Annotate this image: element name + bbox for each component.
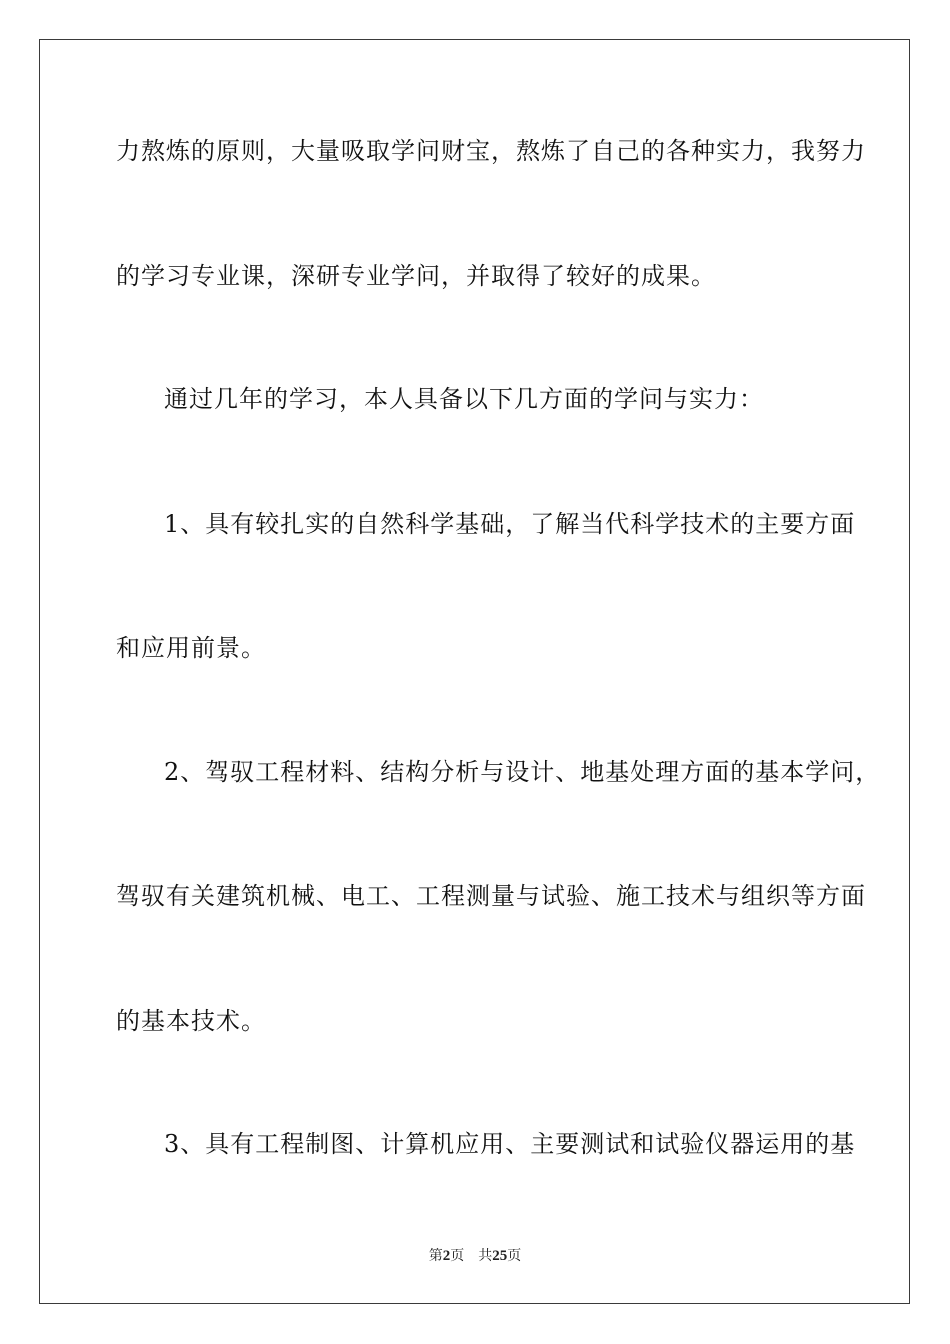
- paragraph-line: 1、具有较扎实的自然科学基础，了解当代科学技术的主要方面: [164, 510, 856, 538]
- total-pages: 25: [492, 1248, 508, 1264]
- paragraph-line: 的基本技术。: [116, 1007, 266, 1035]
- page-number: 2: [442, 1248, 451, 1264]
- page-frame: [39, 39, 910, 1304]
- paragraph-line: 2、驾驭工程材料、结构分析与设计、地基处理方面的基本学问，: [164, 758, 881, 786]
- total-prefix: 共: [478, 1248, 493, 1264]
- page-footer: [0, 1247, 950, 1265]
- page-suffix: 页: [450, 1248, 465, 1264]
- paragraph-line: 的学习专业课，深研专业学问，并取得了较好的成果。: [116, 262, 716, 290]
- page-prefix: 第: [428, 1248, 443, 1264]
- paragraph-line: 和应用前景。: [116, 634, 266, 662]
- paragraph-line: 3、具有工程制图、计算机应用、主要测试和试验仪器运用的基: [164, 1130, 856, 1158]
- paragraph-line: 驾驭有关建筑机械、电工、工程测量与试验、施工技术与组织等方面: [116, 882, 866, 910]
- total-suffix: 页: [507, 1248, 522, 1264]
- paragraph-line: 力熬炼的原则，大量吸取学问财宝，熬炼了自己的各种实力，我努力: [116, 137, 866, 165]
- paragraph-line: 通过几年的学习，本人具备以下几方面的学问与实力：: [164, 385, 764, 413]
